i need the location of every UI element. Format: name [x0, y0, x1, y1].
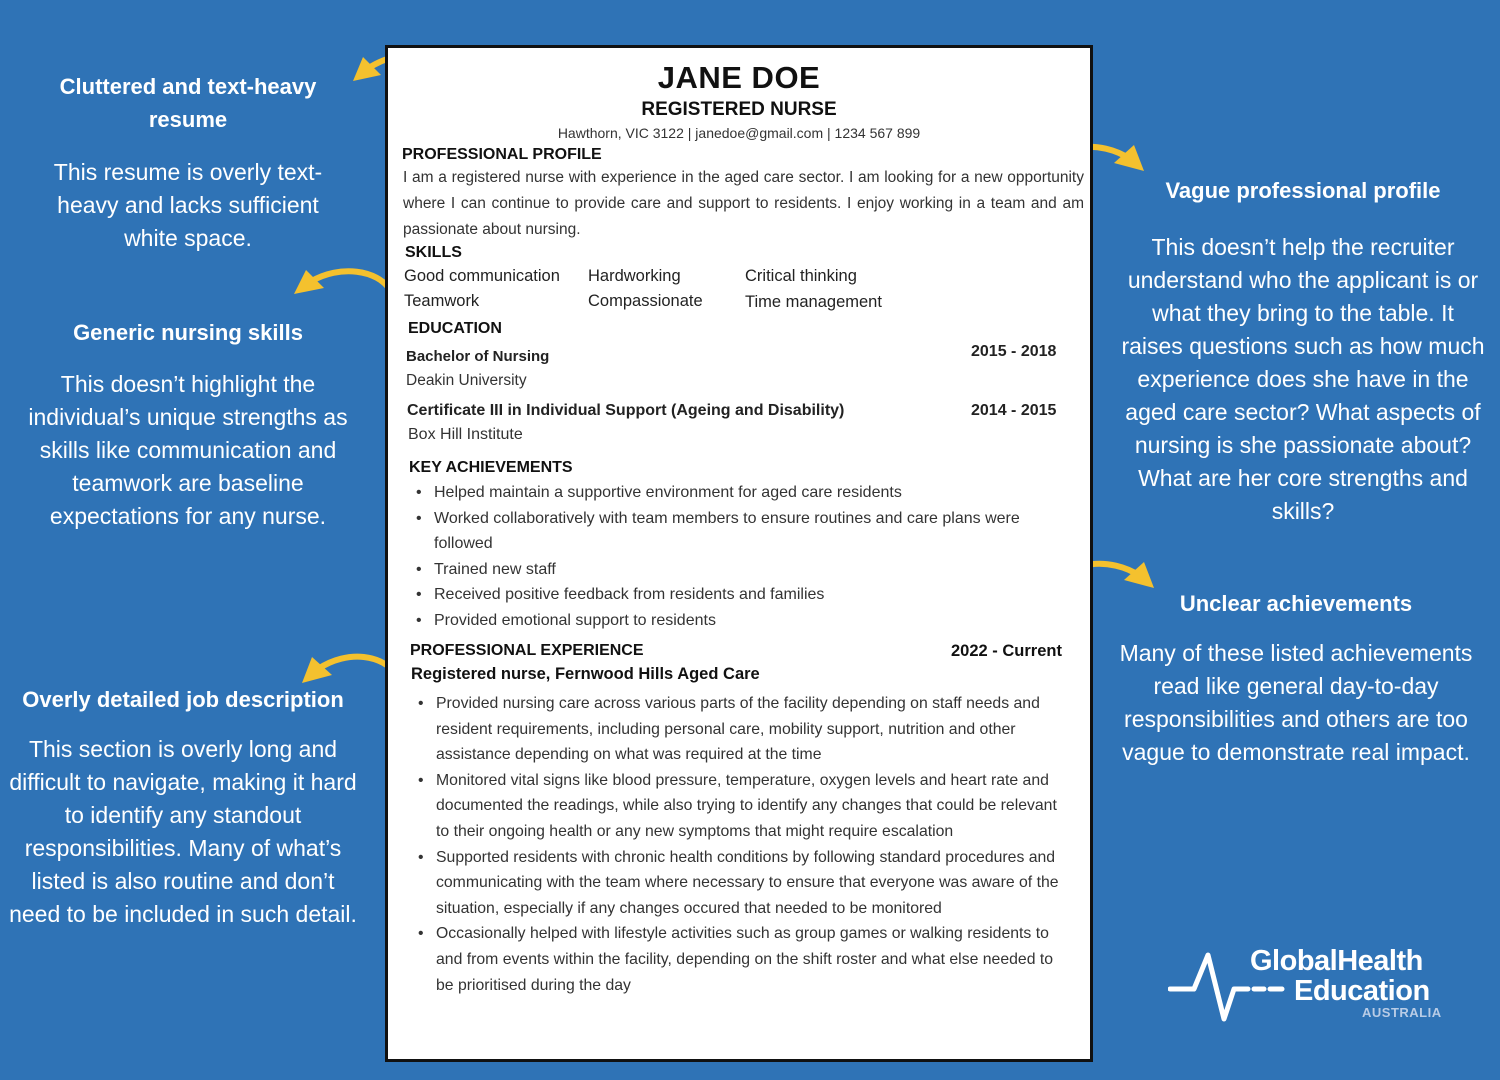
arrow-icon	[290, 262, 400, 307]
skill-item: Critical thinking	[745, 267, 857, 285]
annotation-cluttered	[30, 70, 346, 255]
experience-heading: PROFESSIONAL EXPERIENCE	[410, 642, 644, 659]
logo-text-secondary: Education	[1294, 975, 1430, 1007]
profile-heading: PROFESSIONAL PROFILE	[402, 146, 602, 163]
skill-item: Teamwork	[404, 292, 480, 310]
education-title: Certificate III in Individual Support (Ageing and Disability)	[407, 402, 845, 419]
skill-item: Compassionate	[588, 292, 703, 310]
achievements-heading: KEY ACHIEVEMENTS	[409, 459, 573, 476]
resume-name: JANE DOE	[657, 60, 821, 95]
list-item: • Monitored vital signs like blood pressure, temperature, oxygen levels and heart rate and documented the readings, while also trying to identify any changes that could be relevant to their ongoing health or any new symptoms that might require escalation	[414, 768, 1074, 845]
list-item: • Provided nursing care across various parts of the facility depending on staff needs and resident requirements, including personal care, mobility support, nutrition and other assistance depending on what was required at the time	[414, 691, 1074, 768]
list-item: • Received positive feedback from residents and families	[412, 582, 1072, 608]
list-item: • Helped maintain a supportive environment for aged care residents	[412, 480, 1072, 506]
experience-years: 2022 - Current	[951, 642, 1062, 660]
experience-job-title: Registered nurse, Fernwood Hills Aged Care	[411, 665, 760, 683]
resume-document	[385, 45, 1093, 1062]
achievements-list	[412, 480, 1072, 634]
annotation-title: Overly detailed job description	[22, 687, 344, 712]
resume-contact: Hawthorn, VIC 3122 | janedoe@gmail.com | 1234 567 899	[557, 125, 921, 141]
annotation-unclear-achievements	[1110, 587, 1482, 769]
annotation-body: This resume is overly text-heavy and lacks sufficient white space.	[53, 159, 323, 251]
annotation-title: Cluttered and text-heavy resume	[59, 74, 317, 132]
logo-text-primary: GlobalHealth	[1250, 945, 1423, 977]
experience-list	[414, 691, 1074, 998]
list-item: • Trained new staff	[412, 557, 1072, 583]
list-item: • Supported residents with chronic health conditions by following standard procedures and communicating with the team where necessary to ensure that everyone was aware of the situation, especially if any changes occured that needed to be monitored	[414, 845, 1074, 922]
education-school: Box Hill Institute	[408, 426, 523, 443]
list-item: • Occasionally helped with lifestyle activities such as group games or walking residents to and from events within the facility, depending on the shift roster and what else needed to be prioritised during the day	[414, 921, 1074, 998]
brand-logo	[1168, 945, 1442, 1025]
skill-item: Time management	[745, 293, 882, 311]
annotation-vague-profile	[1120, 174, 1486, 528]
skills-heading: SKILLS	[405, 244, 462, 261]
education-school: Deakin University	[406, 372, 527, 389]
annotation-title: Unclear achievements	[1179, 591, 1413, 616]
education-heading: EDUCATION	[408, 320, 502, 337]
annotation-title: Generic nursing skills	[73, 320, 303, 345]
annotation-body: This doesn’t help the recruiter understand who the applicant is or what they bring to the table. It raises questions such as how much experience does she have in the aged care sector? What aspects of nursing is she passionate about? What are her core strengths and skills?	[1121, 234, 1485, 524]
annotation-body: Many of these listed achievements read like general day-to-day responsibilities and others are too vague to demonstrate real impact.	[1119, 640, 1473, 765]
annotation-job-description	[3, 683, 363, 931]
list-item: • Provided emotional support to residents	[412, 608, 1072, 634]
annotation-title: Vague professional profile	[1165, 178, 1441, 203]
resume-role: REGISTERED NURSE	[641, 99, 837, 120]
annotation-body: This section is overly long and difficult to navigate, making it hard to identify any standout responsibilities. Many of what’s listed is also routine and don’t need to be included in such detail.	[9, 736, 357, 927]
annotation-generic-skills	[25, 316, 351, 533]
education-years: 2014 - 2015	[971, 402, 1057, 419]
skill-item: Hardworking	[588, 267, 681, 285]
list-item: • Worked collaboratively with team members to ensure routines and care plans were followed	[412, 506, 1072, 557]
education-title: Bachelor of Nursing	[406, 348, 550, 365]
education-years: 2015 - 2018	[971, 343, 1057, 360]
skill-item: Good communication	[404, 267, 560, 285]
profile-text: I am a registered nurse with experience in the aged care sector. I am looking for a new opportunity where I can continue to provide care and support to residents. I enjoy working in a team and am passionate about nursing.	[403, 169, 1084, 238]
logo-text-country: AUSTRALIA	[1362, 1005, 1442, 1020]
annotation-body: This doesn’t highlight the individual’s unique strengths as skills like communication and teamwork are baseline expectations for any nurse.	[28, 371, 348, 529]
